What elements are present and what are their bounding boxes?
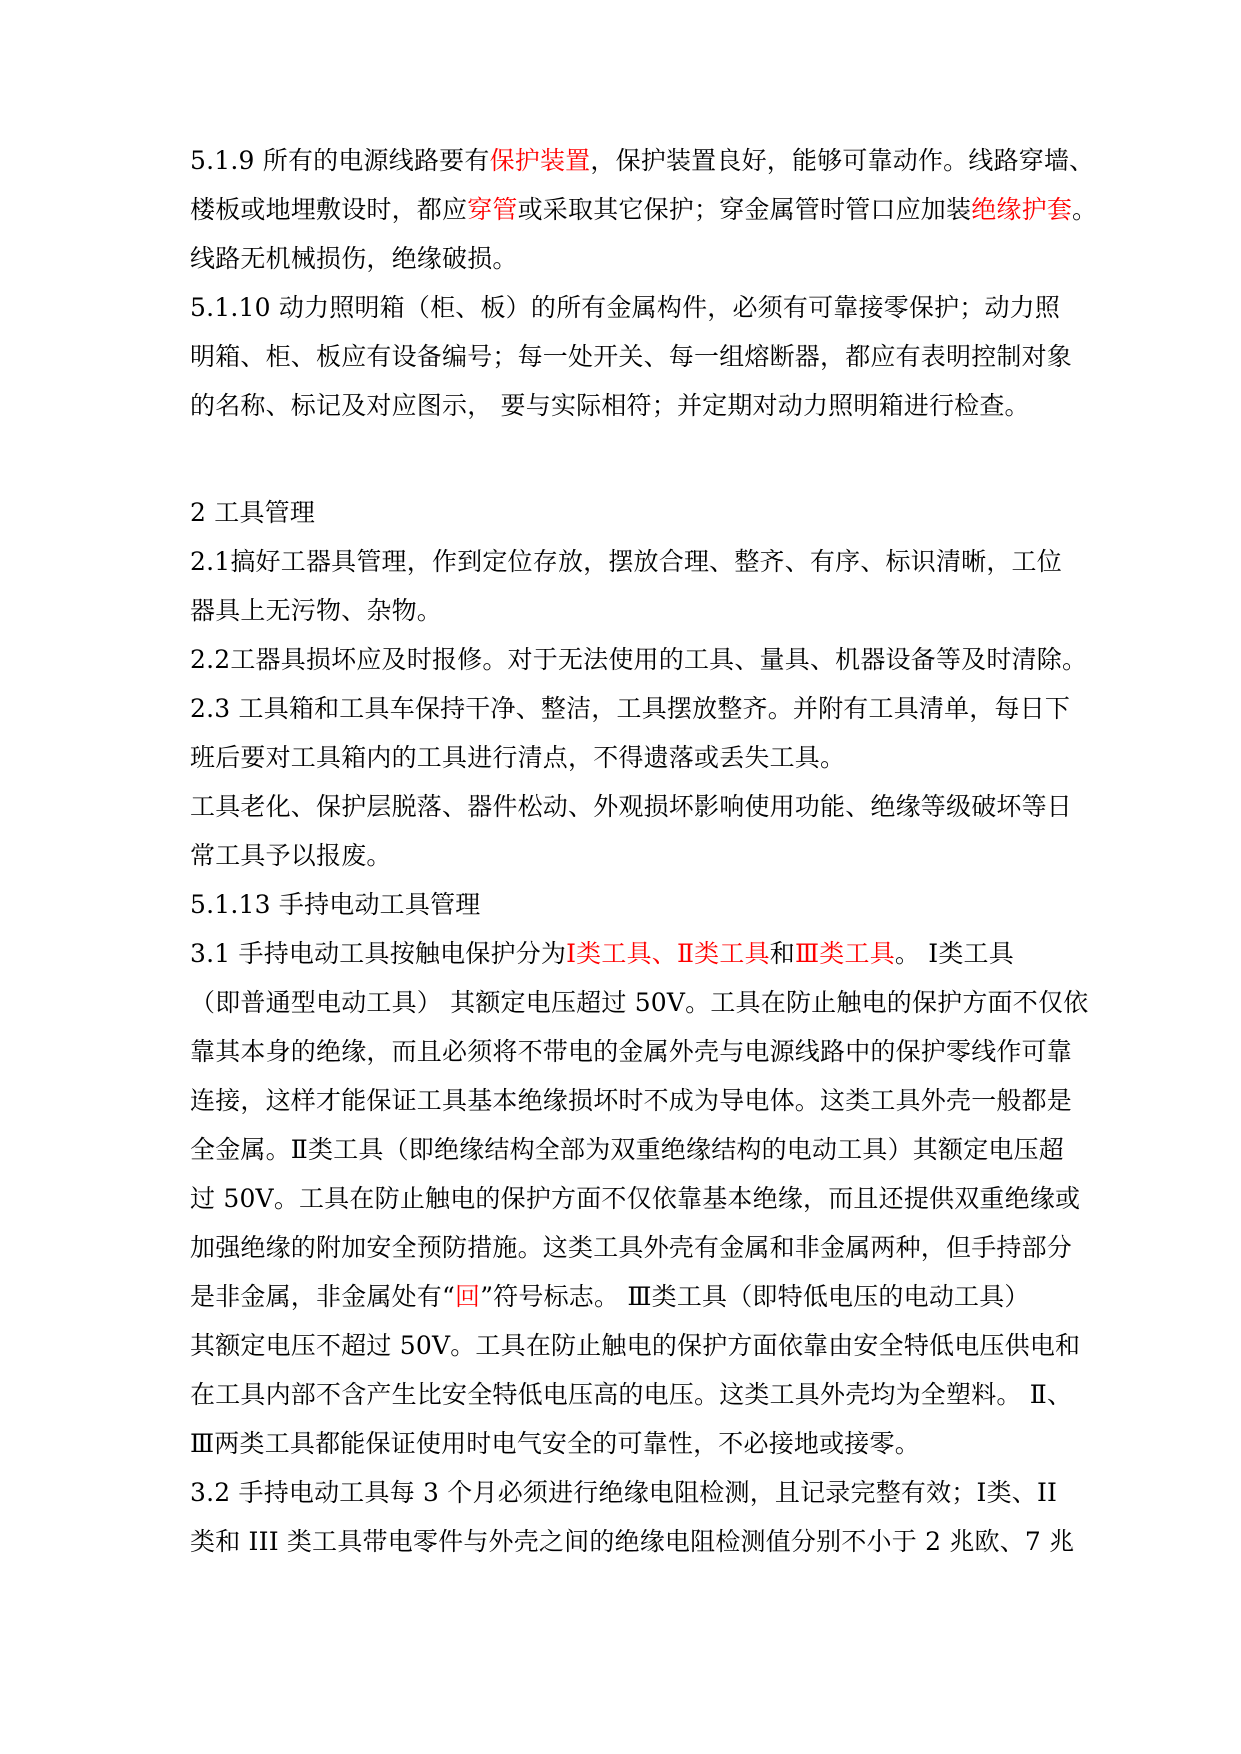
text-span: 类和 III 类工具带电零件与外壳之间的绝缘电阻检测值分别不小于 2 兆欧、7 兆 — [190, 1527, 1075, 1556]
line-5-1-9-b — [190, 193, 1097, 227]
text-span: 明箱、柜、板应有设备编号；每一处开关、每一组熔断器，都应有表明控制对象 — [190, 342, 1073, 371]
line-5-1-10-c — [190, 389, 1030, 423]
text-span: 全金属。Ⅱ类工具（即绝缘结构全部为双重绝缘结构的电动工具）其额定电压超 — [190, 1135, 1064, 1164]
text-span: 是非金属，非金属处有“ — [190, 1282, 455, 1311]
text-span: 其额定电压不超过 50V。工具在防止触电的保护方面依靠由安全特低电压供电和 — [190, 1331, 1081, 1360]
text-span: 楼板或地埋敷设时，都应 — [190, 195, 468, 224]
text-span: Ⅲ两类工具都能保证使用时电气安全的可靠性，不必接地或接零。 — [190, 1429, 920, 1458]
text-span: （即普通型电动工具） 其额定电压超过 50V。工具在防止触电的保护方面不仅依 — [190, 988, 1089, 1017]
line-3-1-d — [190, 1084, 1072, 1118]
line-5-1-9-c — [190, 242, 518, 276]
line-5-1-10-b — [190, 340, 1072, 374]
line-3-1-k — [190, 1427, 920, 1461]
highlight-span: Ⅰ类工具、Ⅱ类工具 — [566, 939, 770, 968]
line-3-2-b — [190, 1525, 1074, 1559]
line-3-1-f — [190, 1182, 1080, 1216]
text-span: 器具上无污物、杂物。 — [190, 596, 443, 625]
text-span: 3.1 手持电动工具按触电保护分为 — [190, 939, 567, 968]
line-3-1-i — [190, 1329, 1080, 1363]
text-span: 5.1.9 所有的电源线路要有 — [190, 146, 490, 175]
section-heading-tool-management — [190, 496, 315, 530]
text-span: 班后要对工具箱内的工具进行清点，不得遗落或丢失工具。 — [190, 743, 846, 772]
text-span: 加强绝缘的附加安全预防措施。这类工具外壳有金属和非金属两种，但手持部分 — [190, 1233, 1073, 1262]
text-span: 靠其本身的绝缘，而且必须将不带电的金属外壳与电源线路中的保护零线作可靠 — [190, 1037, 1073, 1066]
text-span: 2 工具管理 — [190, 498, 316, 527]
line-5-1-10-a — [190, 291, 1060, 325]
line-3-1-h — [190, 1280, 1030, 1314]
text-span: 5.1.10 动力照明箱（柜、板）的所有金属构件，必须有可靠接零保护；动力照 — [190, 293, 1061, 322]
highlight-span: 回 — [454, 1282, 481, 1311]
line-3-1-e — [190, 1133, 1064, 1167]
text-span: 在工具内部不含产生比安全特低电压高的电压。这类工具外壳均为全塑料。 Ⅱ、 — [190, 1380, 1073, 1409]
line-2-3-b — [190, 741, 845, 775]
text-span: 和 — [769, 939, 795, 968]
highlight-span: 绝缘护套 — [971, 195, 1073, 224]
line-3-1-g — [190, 1231, 1072, 1265]
text-span: 3.2 手持电动工具每 3 个月必须进行绝缘电阻检测，且记录完整有效；Ⅰ类、II — [190, 1478, 1058, 1507]
line-3-2-a — [190, 1476, 1057, 1510]
text-span: ”符号标志。 Ⅲ类工具（即特低电压的电动工具） — [480, 1282, 1030, 1311]
line-5-1-9-a — [190, 144, 1094, 178]
line-3-1-b — [190, 986, 1088, 1020]
text-span: 。 — [1072, 195, 1098, 224]
line-2-1-b — [190, 594, 442, 628]
highlight-span: 保护装置 — [489, 146, 591, 175]
text-span: 。 Ⅰ类工具 — [894, 939, 1014, 968]
text-span: 2.3 工具箱和工具车保持干净、整洁，工具摆放整齐。并附有工具清单，每日下 — [190, 694, 1071, 723]
line-2-3-a — [190, 692, 1070, 726]
line-scrap-a — [190, 790, 1072, 824]
line-2-2 — [190, 643, 1087, 677]
line-3-1-a — [190, 937, 1014, 971]
text-span: 线路无机械损伤，绝缘破损。 — [190, 244, 518, 273]
text-span: 常工具予以报废。 — [190, 841, 392, 870]
line-3-1-j — [190, 1378, 1072, 1412]
text-span: 或采取其它保护；穿金属管时管口应加装 — [517, 195, 972, 224]
text-span: 工具老化、保护层脱落、器件松动、外观损坏影响使用功能、绝缘等级破坏等日 — [190, 792, 1073, 821]
line-scrap-b — [190, 839, 392, 873]
text-span: 2.2工器具损坏应及时报修。对于无法使用的工具、量具、机器设备等及时清除。 — [190, 645, 1088, 674]
text-span: 2.1搞好工器具管理，作到定位存放，摆放合理、整齐、有序、标识清晰，工位 — [190, 547, 1062, 576]
text-span: 的名称、标记及对应图示， 要与实际相符；并定期对动力照明箱进行检查。 — [190, 391, 1030, 420]
highlight-span: 穿管 — [467, 195, 518, 224]
text-span: 5.1.13 手持电动工具管理 — [190, 890, 481, 919]
text-span: 连接，这样才能保证工具基本绝缘损坏时不成为导电体。这类工具外壳一般都是 — [190, 1086, 1073, 1115]
text-span: 过 50V。工具在防止触电的保护方面不仅依靠基本绝缘，而且还提供双重绝缘或 — [190, 1184, 1081, 1213]
line-2-1-a — [190, 545, 1062, 579]
text-span: ，保护装置良好，能够可靠动作。线路穿墙、 — [590, 146, 1095, 175]
section-heading-hand-tools — [190, 888, 480, 922]
line-3-1-c — [190, 1035, 1072, 1069]
highlight-span: Ⅲ类工具 — [794, 939, 895, 968]
